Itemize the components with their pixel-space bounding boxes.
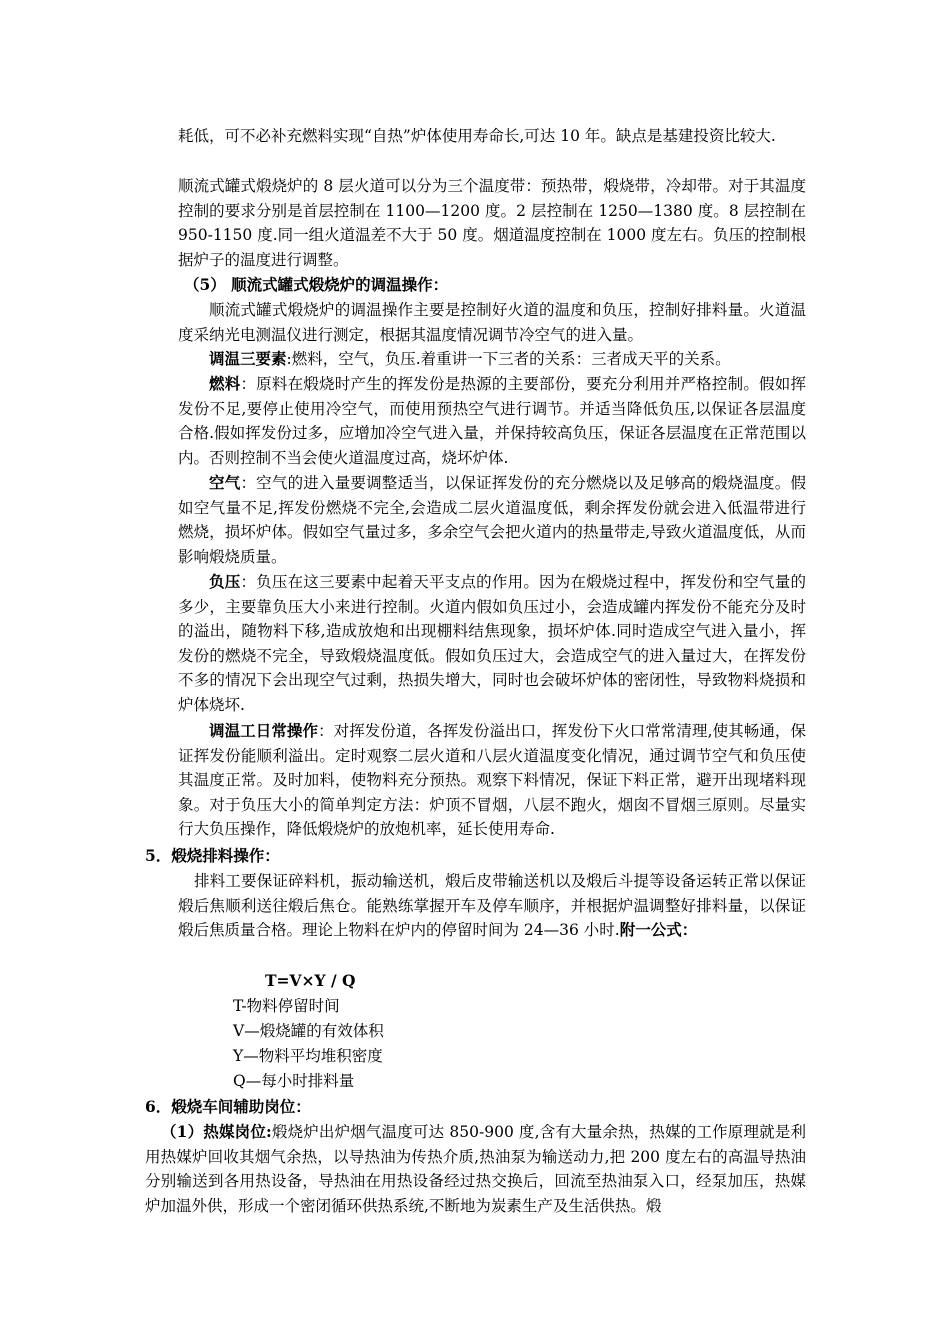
air-text: ：空气的进入量要调整适当，以保证挥发份的充分燃烧以及足够高的煅烧温度。假如空气量不足,挥发份燃烧不完全,会造成二层火道温度低，剩余挥发份就会进入低温带进行燃烧，损坏炉体。假如空气量过多，多余空气会把火道内的热量带走,导致火道温度低，从而影响煅烧质量。 xyxy=(178,474,806,566)
paragraph-three-factors xyxy=(178,347,806,372)
formula-var-q: Q—每小时排料量 xyxy=(233,1072,355,1090)
heat-medium-label: （1）热媒岗位: xyxy=(161,1122,272,1141)
formula-line: T=V×Y / Q xyxy=(265,971,356,990)
formula-var-y: Y—物料平均堆积密度 xyxy=(233,1047,383,1065)
daily-label: 调温工日常操作 xyxy=(209,721,319,740)
paragraph-air xyxy=(178,471,806,569)
heading-section-5-sub: （5） 顺流式罐式煅烧炉的调温操作： xyxy=(184,275,449,294)
paragraph-temperature-zones: 顺流式罐式煅烧炉的 8 层火道可以分为三个温度带：预热带，煅烧带，冷却带。对于其温度控制的要求分别是首层控制在 1100—1200 度。2 层控制在 1250—1380 度。8 层控制在 950-1150 度.同一组火道温差不大于 50 度。烟道温度控制在 1000 度左右。负压的控制根据炉子的温度进行调整。 xyxy=(178,177,807,269)
heading-section-5: 5．煅烧排料操作： xyxy=(145,846,280,865)
paragraph-temperature-operation: 顺流式罐式煅烧炉的调温操作主要是控制好火道的温度和负压，控制好排料量。火道温度采纳光电测温仪进行测定，根据其温度情况调节冷空气的进入量。 xyxy=(178,301,806,344)
three-factors-label: 调温三要素 xyxy=(209,349,287,368)
paragraph-fuel xyxy=(178,372,806,470)
discharge-text: 排料工要保证碎料机，振动输送机，煅后皮带输送机以及煅后斗提等设备运转正常以保证煅后焦顺利送往煅后焦仓。能熟练掌握开车及停车顺序，并根据炉温调整好排料量，以保证煅后焦质量合格。理论上物料在炉内的停留时间为 24—36 小时. xyxy=(178,872,806,940)
paragraph-negative-pressure xyxy=(178,570,806,718)
fuel-label: 燃料 xyxy=(209,374,241,393)
paragraph-kiln-advantages: 耗低，可不必补充燃料实现“自热”炉体使用寿命长,可达 10 年。缺点是基建投资比较大. xyxy=(178,127,776,145)
daily-text: ：对挥发份道，各挥发份溢出口，挥发份下火口常常清理,使其畅通，保证挥发份能顺利溢出。定时观察二层火道和八层火道温度变化情况，通过调节空气和负压使其温度正常。及时加料，使物料充分预热。观察下料情况，保证下料正常，避开出现堵料现象。对于负压大小的简单判定方法：炉顶不冒烟，八层不跑火，烟囱不冒烟三原则。尽量实行大负压操作，降低煅烧炉的放炮机率，延长使用寿命. xyxy=(178,722,806,839)
formula-var-t: T-物料停留时间 xyxy=(233,997,340,1015)
three-factors-text: :燃料，空气，负压.着重讲一下三者的关系：三者成天平的关系。 xyxy=(286,350,731,368)
heat-medium-text: 煅烧炉出炉烟气温度可达 850-900 度,含有大量余热，热媒的工作原理就是利用热媒炉回收其烟气余热，以导热油为传热介质,热油泵为输送动力,把 200 度左右的高温导热油分别输送到各用热设备，导热油在用热设备经过热交换后，回流至热油泵入口，经泵加压，热媒炉加温外供，形成一个密闭循环供热系统,不断地为炭素生产及生活供热。煅 xyxy=(145,1123,806,1215)
fuel-text: ：原料在煅烧时产生的挥发份是热源的主要部份，要充分利用并严格控制。假如挥发份不足,要停止使用冷空气，而使用预热空气进行调节。并适当降低负压,以保证各层温度合格.假如挥发份过多，应增加冷空气进入量，并保持较高负压，保证各层温度在正常范围以内。否则控制不当会使火道温度过高，烧坏炉体. xyxy=(178,375,806,467)
pressure-text: ：负压在这三要素中起着天平支点的作用。因为在煅烧过程中，挥发份和空气量的多少，主要靠负压大小来进行控制。火道内假如负压过小，会造成罐内挥发份不能充分及时的溢出，随物料下移,造成放炮和出现棚料结焦现象，损坏炉体.同时造成空气进入量小，挥发份的燃烧不完全，导致煅烧温度低。假如负压过大，会造成空气的进入量过大，在挥发份不多的情况下会出现空气过剩，热损失增大，同时也会破坏炉体的密闭性，导致物料烧损和炉体烧坏. xyxy=(178,573,806,714)
air-label: 空气 xyxy=(209,473,241,492)
paragraph-heat-medium xyxy=(145,1120,806,1218)
heading-section-6: 6．煅烧车间辅助岗位： xyxy=(145,1097,311,1116)
pressure-label: 负压 xyxy=(209,572,241,591)
paragraph-daily-operation xyxy=(178,719,806,842)
formula-var-v: V—煅烧罐的有效体积 xyxy=(233,1022,384,1040)
paragraph-discharge-operation xyxy=(178,869,806,943)
formula-intro: 附一公式： xyxy=(619,920,698,940)
